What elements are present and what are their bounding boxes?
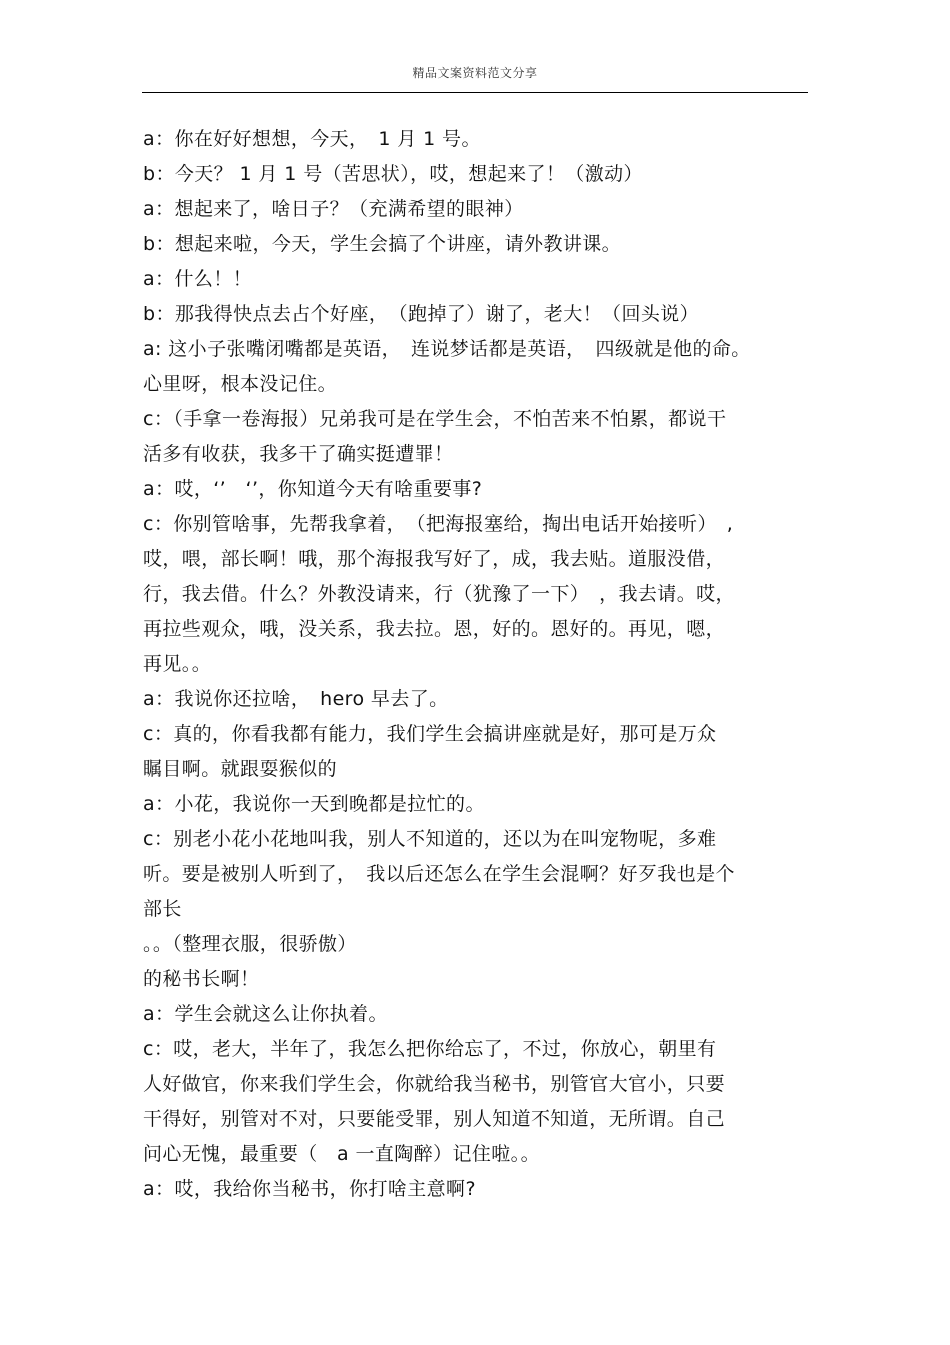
dialogue-line: 行，我去借。什么？外教没请来，行（犹豫了一下） ，我去请。哎， (143, 583, 735, 605)
dialogue-line: 瞩目啊。就跟耍猴似的 (143, 758, 338, 780)
dialogue-line: 问心无愧，最重要（ a 一直陶醉）记住啦。。 (143, 1143, 540, 1165)
dialogue-line: 的秘书长啊！ (143, 968, 260, 990)
dialogue-line: a：哎，我给你当秘书，你打啥主意啊? (143, 1178, 476, 1200)
dialogue-line: c：别老小花小花地叫我，别人不知道的，还以为在叫宠物呢，多难 (143, 828, 717, 850)
dialogue-line: c：真的，你看我都有能力，我们学生会搞讲座就是好，那可是万众 (143, 723, 717, 745)
dialogue-line: c：你别管啥事，先帮我拿着， （把海报塞给，掏出电话开始接听） , (143, 513, 734, 535)
dialogue-line: 部长 (143, 898, 182, 920)
dialogue-line: a：你在好好想想，今天， 1 月 1 号。 (143, 128, 481, 150)
dialogue-line: b：今天？ 1 月 1 号（苦思状），哎，想起来了！（激动） (143, 163, 643, 185)
dialogue-line: a：想起来了，啥日子？（充满希望的眼神） (143, 198, 524, 220)
dialogue-line: 。。（整理衣服，很骄傲） (143, 933, 357, 955)
dialogue-line: a：什么！！ (143, 268, 253, 290)
dialogue-line: 活多有收获，我多干了确实挺遭罪！ (143, 443, 454, 465)
dialogue-line: b：想起来啦，今天，学生会搞了个讲座，请外教讲课。 (143, 233, 622, 255)
dialogue-line: a：我说你还拉啥， hero 早去了。 (143, 688, 449, 710)
dialogue-line: 哎，喂，部长啊！哦，那个海报我写好了，成，我去贴。道服没借， (143, 548, 726, 570)
dialogue-line: 再拉些观众，哦，没关系，我去拉。恩，好的。恩好的。再见，嗯， (143, 618, 726, 640)
dialogue-line: 听。要是被别人听到了， 我以后还怎么在学生会混啊？好歹我也是个 (143, 863, 735, 885)
dialogue-line: c：哎，老大，半年了，我怎么把你给忘了，不过，你放心，朝里有 (143, 1038, 717, 1060)
dialogue-line: a: 这小子张嘴闭嘴都是英语， 连说梦话都是英语， 四级就是他的命。 (143, 338, 751, 360)
dialogue-line: a：哎，‘’ ‘’，你知道今天有啥重要事? (143, 478, 483, 500)
dialogue-line: 再见。。 (143, 653, 212, 675)
dialogue-body (143, 122, 808, 1207)
dialogue-line: c：（手拿一卷海报）兄弟我可是在学生会，不怕苦来不怕累，都说干 (143, 408, 727, 430)
page-header (142, 62, 808, 93)
dialogue-line: 干得好，别管对不对，只要能受罪，别人知道不知道，无所谓。自己 (143, 1108, 726, 1130)
dialogue-line: a：学生会就这么让你执着。 (143, 1003, 388, 1025)
header-title: 精品文案资料范文分享 (412, 66, 538, 80)
dialogue-line: 心里呀，根本没记住。 (143, 373, 338, 395)
dialogue-line: 人好做官，你来我们学生会，你就给我当秘书，别管官大官小，只要 (143, 1073, 726, 1095)
dialogue-line: b：那我得快点去占个好座， （跑掉了）谢了，老大！（回头说） (143, 303, 700, 325)
dialogue-line: a：小花，我说你一天到晚都是拉忙的。 (143, 793, 485, 815)
